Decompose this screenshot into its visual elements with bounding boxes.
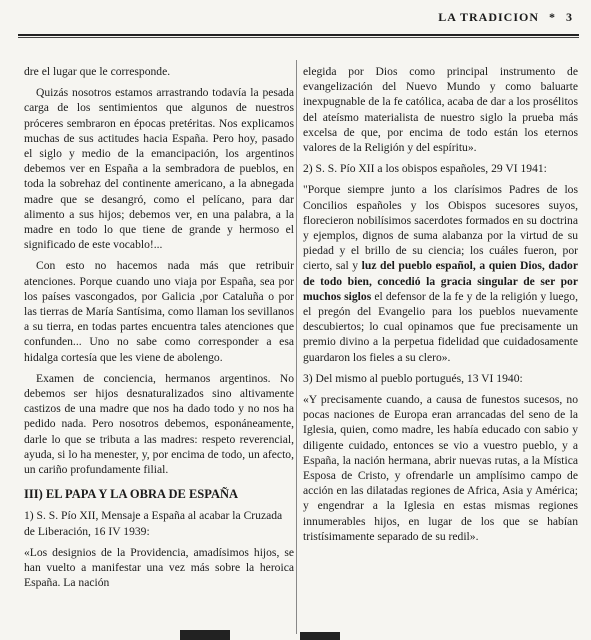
page-number: 3 [566,10,573,24]
paragraph: Quizás nosotros estamos arrastrando todavía la pesada carga de los sentimientos que algunos de nuestros próceres sembraron en épocas pretéritas. Nos explicamos muchas de sus actitudes hacia España. Pero hoy, pasado el siglo y medio de la emancipación, los argentinos debemos ver en España a la sembradora de pueblos, en toda la sobrehaz del continente americano, a la abnegada madre que se desangró, como el pelícano, para dar alimento a sus hijos; debemos ver, en una palabra, a la madre en todo lo que tiene de grande y hermoso el significado de este vocablo!... [24,86,294,252]
right-column [303,64,578,550]
header-rule-thin [18,37,579,38]
quote: «Los designios de la Providencia, amadísimos hijos, se han vuelto a manifestar una vez más sobre la heroica España. La nación [24,545,294,590]
bottom-decoration [150,626,450,640]
left-column [24,64,294,597]
page-header [438,10,573,25]
quote-emphasis: luz del pueblo español, a quien Dios, dador de todo bien, concedió la gracia singular de ser por muchos siglos [303,259,578,303]
header-rule [18,34,579,36]
paragraph: Examen de conciencia, hermanos argentinos. No debemos ser hijos desnaturalizados sino altivamente castizos de una madre que nos ha dado todo y no nos ha pedido nada. Pero nosotros debemos, esponáneamente, darle lo que se tributa a las madres: respeto reverencial, ayuda, si lo ha menester, y, por encima de todo, un afecto, un cariño profundamente filial. [24,371,294,477]
paragraph: dre el lugar que le corresponde. [24,65,171,78]
item-heading: 2) S. S. Pío XII a los obispos españoles, 29 VI 1941: [303,162,547,176]
quote: «Y precisamente cuando, a causa de funestos sucesos, no pocas naciones de Europa eran arrancadas del seno de la Iglesia, quien, como madre, les había educado con sabio y diligente cuidado, entonces se vio a vuestro pueblo, y a España, la nación hermana, abrir nuevas rutas, a la Mística Esposa de Cristo, y ofrendarle un amplísimo campo de acción en las dilatadas regiones de Africa, Asia y América; y engendrar a la Iglesia en estas mismas regiones innumerables hijos, en lugar de los que se habían tristísimamente separado de su redil». [303,393,578,543]
quote-text: el defensor de la fe y de la religión y luego, el pregón del Evangelio para los pueblos nuevamente descubiertos; lo cual opinamos que fue precisamente un premio divino a la perpetua fidelidad que cuidadosamente guardaron los fieles a su clero». [303,289,578,364]
section-title: III) EL PAPA Y LA OBRA DE ESPAÑA [24,487,239,502]
quote [303,182,578,364]
quote-text: "Porque siempre junto a los clarísimos Padres de los Concilios españoles y los Obispos sucesores suyos, florecieron nobilísimos sacerdotes formados en su doctrina y ejemplos, dignos de suma alabanza por la virtud de su piedad y el brillo de su ciencia; los cuáles fueron, por cierto, sal y [303,183,578,273]
paragraph: elegida por Dios como principal instrumento de evangelización del Nuevo Mundo y como baluarte inexpugnable de la fe católica, acaba de dar a los prosélitos del ateísmo materialista de nuestro siglo la prueba más excelsa de que, por encima de todo están los eternos valores de la Religión y del espíritu». [303,65,578,155]
publication-title: LA TRADICION [438,10,539,24]
item-heading: 3) Del mismo al pueblo portugués, 13 VI 1940: [303,371,523,385]
paragraph: Con esto no hacemos nada más que retribuir atenciones. Porque cuando uno viaja por España, sea por los países vascongados, por Galicia ,por Cataluña o por las tierras de María Santísima, como llaman los sevillanos a su tierra, en todas partes encuentra tales atenciones que confunden... Uno no sabe como corresponder a esa hidalga cortesía que les viene de abolengo. [24,259,294,364]
header-separator: * [549,10,556,24]
item-heading: 1) S. S. Pío XII, Mensaje a España al acabar la Cruzada de Liberación, 16 IV 1939: [24,509,283,538]
column-divider [296,60,297,634]
